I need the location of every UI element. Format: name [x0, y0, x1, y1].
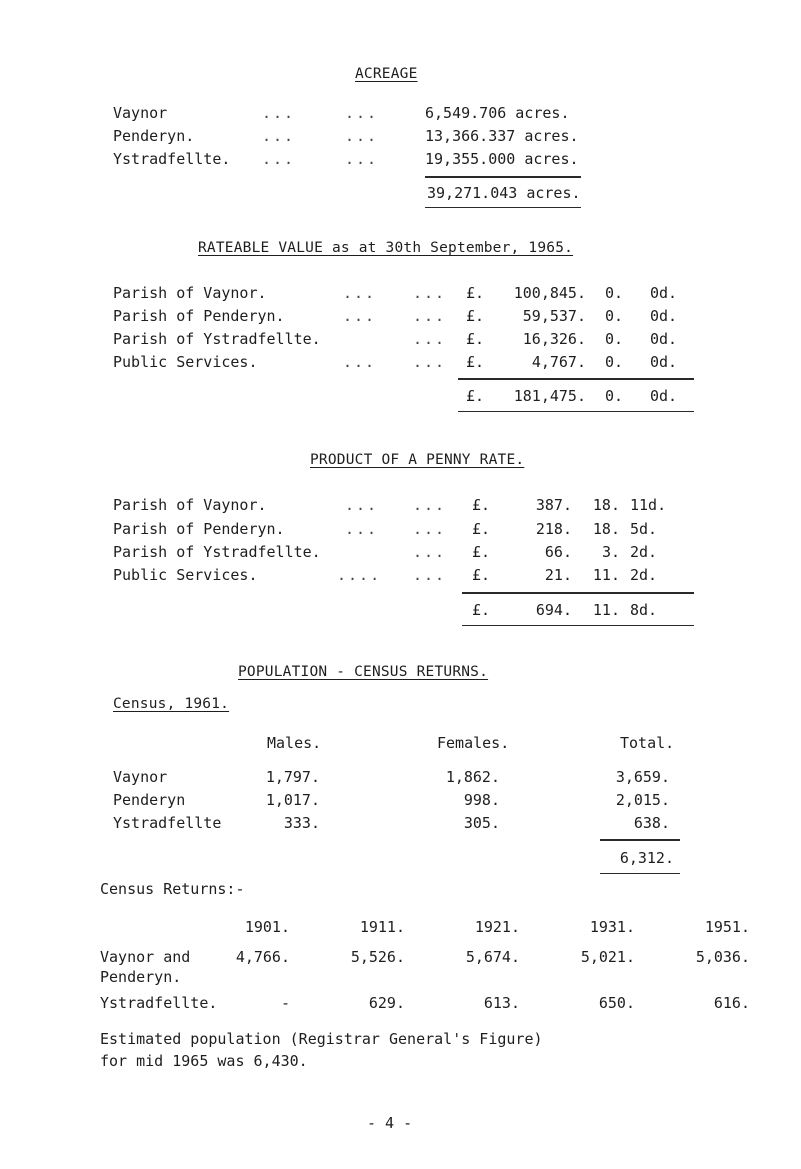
leader-dots: ...	[413, 520, 447, 538]
page-number: - 4 -	[367, 1114, 413, 1132]
column-header-females: Females.	[437, 734, 510, 752]
penny-rate-shillings: 11.	[592, 566, 620, 584]
penny-rate-total-rule	[462, 592, 694, 594]
rateable-parish: Parish of Penderyn.	[113, 307, 285, 325]
rateable-amount: 59,537.	[522, 307, 586, 325]
census-females: 998.	[463, 791, 500, 809]
rateable-total-rule	[458, 378, 694, 380]
penny-rate-pence: 11d.	[630, 496, 667, 514]
acreage-value: 19,355.000 acres.	[425, 150, 579, 168]
leader-dots: ...	[413, 330, 447, 348]
leader-dots: ...	[345, 104, 379, 122]
penny-rate-parish: Parish of Ystradfellte.	[113, 543, 321, 561]
currency-sign: £.	[472, 566, 491, 584]
census-total-underline	[600, 873, 680, 874]
penny-rate-parish: Parish of Vaynor.	[113, 496, 267, 514]
year-header: 1951.	[704, 918, 750, 936]
census-parish: Penderyn	[113, 791, 186, 809]
rateable-shillings: 0.	[605, 307, 624, 325]
leader-dots: ...	[413, 353, 447, 371]
penny-rate-heading: PRODUCT OF A PENNY RATE.	[310, 452, 525, 468]
rateable-pence: 0d.	[650, 330, 678, 348]
leader-dots: ...	[413, 307, 447, 325]
returns-parish: Ystradfellte.	[100, 994, 218, 1012]
acreage-total-rule	[425, 176, 581, 178]
year-header: 1911.	[359, 918, 405, 936]
penny-rate-shillings: 18.	[592, 520, 620, 538]
rateable-shillings: 0.	[605, 330, 624, 348]
leader-dots: ...	[345, 520, 379, 538]
currency-sign: £.	[472, 601, 491, 619]
penny-rate-total-underline	[462, 625, 694, 626]
census-total: 638.	[633, 814, 670, 832]
acreage-parish: Ystradfellte.	[113, 150, 231, 168]
acreage-total-underline	[425, 207, 581, 208]
year-header: 1921.	[474, 918, 520, 936]
leader-dots: ...	[413, 496, 447, 514]
census-males: 333.	[283, 814, 320, 832]
rateable-total-underline	[458, 411, 694, 412]
rateable-amount: 16,326.	[522, 330, 586, 348]
acreage-parish: Penderyn.	[113, 127, 195, 145]
census-parish: Ystradfellte	[113, 814, 222, 832]
rateable-total-amount: 181,475.	[513, 387, 586, 405]
census-grand-total: 6,312.	[619, 849, 674, 867]
estimate-line: for mid 1965 was 6,430.	[100, 1052, 308, 1070]
year-header: 1901.	[244, 918, 290, 936]
rateable-total-shillings: 0.	[605, 387, 624, 405]
returns-value: 616.	[713, 994, 750, 1012]
currency-sign: £.	[466, 387, 485, 405]
returns-value: 4,766.	[235, 948, 290, 966]
penny-rate-pence: 2d.	[630, 566, 658, 584]
rateable-pence: 0d.	[650, 353, 678, 371]
leader-dots: ...	[413, 284, 447, 302]
year-header: 1931.	[589, 918, 635, 936]
currency-sign: £.	[466, 353, 485, 371]
returns-value: 613.	[483, 994, 520, 1012]
leader-dots: ...	[262, 104, 296, 122]
currency-sign: £.	[466, 330, 485, 348]
leader-dots: ...	[345, 127, 379, 145]
rateable-pence: 0d.	[650, 307, 678, 325]
rateable-amount: 4,767.	[531, 353, 586, 371]
penny-rate-amount: 387.	[535, 496, 572, 514]
leader-dots: ...	[343, 353, 377, 371]
returns-value: -	[280, 994, 290, 1012]
returns-value: 5,021.	[580, 948, 635, 966]
penny-rate-shillings: 3.	[601, 543, 620, 561]
leader-dots: ...	[343, 307, 377, 325]
acreage-heading: ACREAGE	[355, 66, 418, 82]
currency-sign: £.	[472, 496, 491, 514]
penny-rate-pence: 5d.	[630, 520, 658, 538]
rateable-parish: Public Services.	[113, 353, 258, 371]
penny-rate-total-amount: 694.	[535, 601, 572, 619]
currency-sign: £.	[466, 307, 485, 325]
census-females: 1,862.	[445, 768, 500, 786]
penny-rate-amount: 66.	[544, 543, 572, 561]
returns-value: 629.	[368, 994, 405, 1012]
returns-value: 5,674.	[465, 948, 520, 966]
acreage-total: 39,271.043 acres.	[427, 184, 581, 202]
penny-rate-parish: Parish of Penderyn.	[113, 520, 285, 538]
acreage-value: 13,366.337 acres.	[425, 127, 579, 145]
currency-sign: £.	[466, 284, 485, 302]
penny-rate-total-shillings: 11.	[592, 601, 620, 619]
leader-dots: ...	[262, 127, 296, 145]
rateable-shillings: 0.	[605, 284, 624, 302]
estimate-line: Estimated population (Registrar General's Figure)	[100, 1030, 543, 1048]
leader-dots: ...	[345, 496, 379, 514]
rateable-amount: 100,845.	[513, 284, 586, 302]
returns-value: 5,526.	[350, 948, 405, 966]
population-heading: POPULATION - CENSUS RETURNS.	[238, 664, 489, 680]
column-header-total: Total.	[620, 734, 675, 752]
census-parish: Vaynor	[113, 768, 168, 786]
leader-dots: ...	[413, 566, 447, 584]
census-total-rule	[600, 839, 680, 841]
leader-dots: ...	[262, 150, 296, 168]
rateable-total-pence: 0d.	[650, 387, 678, 405]
returns-value: 5,036.	[695, 948, 750, 966]
penny-rate-pence: 2d.	[630, 543, 658, 561]
penny-rate-shillings: 18.	[592, 496, 620, 514]
census-males: 1,017.	[265, 791, 320, 809]
penny-rate-total-pence: 8d.	[630, 601, 658, 619]
census-total: 3,659.	[615, 768, 670, 786]
census-females: 305.	[463, 814, 500, 832]
returns-parish: Vaynor and	[100, 948, 191, 966]
rateable-shillings: 0.	[605, 353, 624, 371]
column-header-males: Males.	[267, 734, 322, 752]
census-1961-label: Census, 1961.	[113, 696, 230, 712]
penny-rate-amount: 21.	[544, 566, 572, 584]
rateable-pence: 0d.	[650, 284, 678, 302]
acreage-parish: Vaynor	[113, 104, 168, 122]
census-returns-label: Census Returns:-	[100, 880, 245, 898]
leader-dots: ...	[343, 284, 377, 302]
leader-dots: ...	[413, 543, 447, 561]
rateable-heading: RATEABLE VALUE as at 30th September, 1965.	[198, 240, 574, 256]
census-total: 2,015.	[615, 791, 670, 809]
census-males: 1,797.	[265, 768, 320, 786]
rateable-parish: Parish of Ystradfellte.	[113, 330, 321, 348]
currency-sign: £.	[472, 543, 491, 561]
returns-parish: Penderyn.	[100, 968, 182, 986]
returns-value: 650.	[598, 994, 635, 1012]
penny-rate-parish: Public Services.	[113, 566, 258, 584]
leader-dots: ....	[337, 566, 382, 584]
rateable-parish: Parish of Vaynor.	[113, 284, 267, 302]
penny-rate-amount: 218.	[535, 520, 572, 538]
acreage-value: 6,549.706 acres.	[425, 104, 570, 122]
leader-dots: ...	[345, 150, 379, 168]
currency-sign: £.	[472, 520, 491, 538]
